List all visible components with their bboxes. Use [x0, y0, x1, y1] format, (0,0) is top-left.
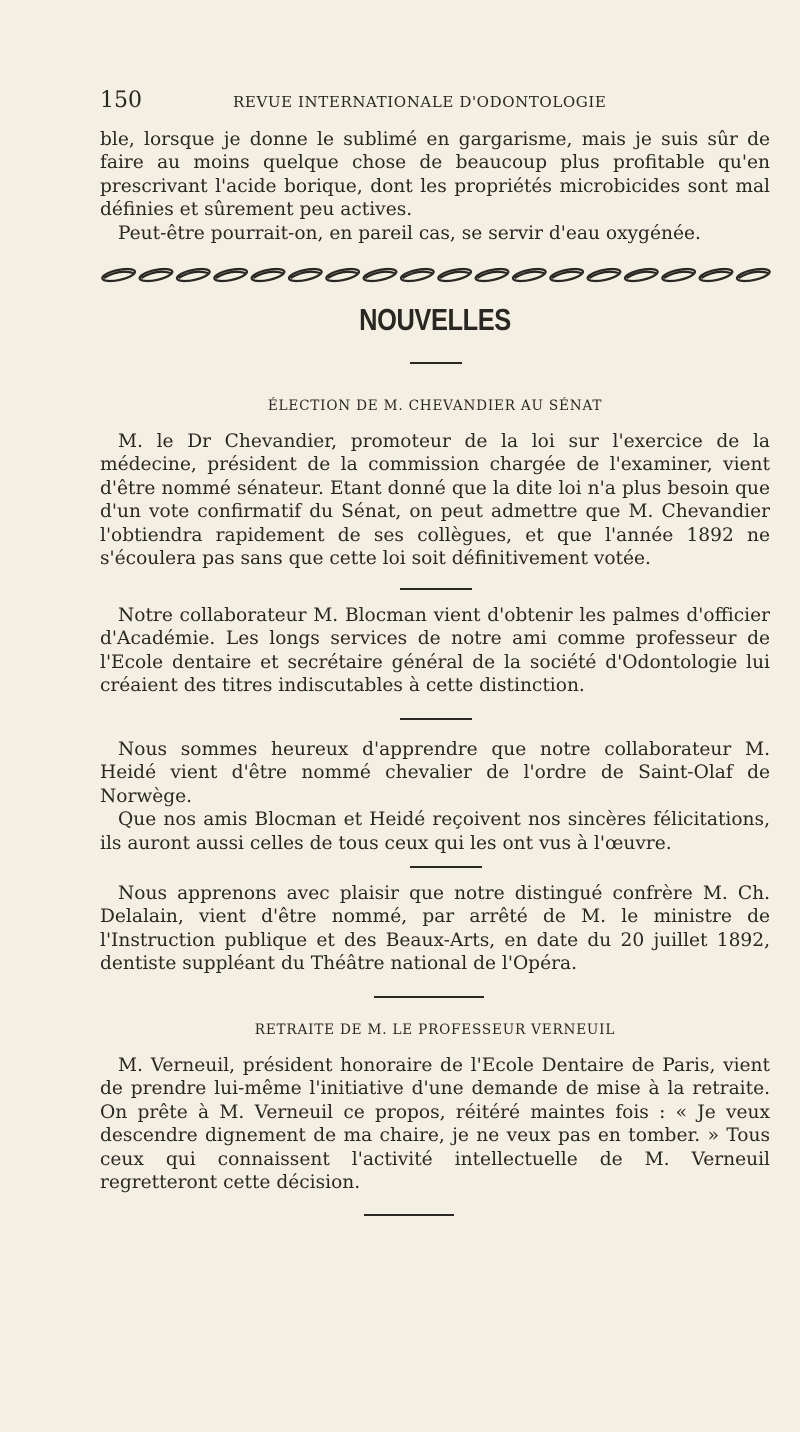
page-header [100, 88, 770, 118]
intro-paragraph: Peut-être pourrait-on, en pareil cas, se servir d'eau oxygénée. [118, 222, 701, 244]
page-number: 150 [100, 88, 142, 113]
delalain-paragraph: Nous apprenons avec plaisir que notre distingué confrère M. Ch. Delalain, vient d'être nommé, par arrêté de M. le ministre de l'Instruction publique et des Beaux-Arts, en date du 20 juillet 1892, dentiste suppléant du Théâtre national de l'Opéra. [100, 883, 770, 975]
election-heading: ÉLECTION DE M. CHEVANDIER AU SÉNAT [267, 398, 603, 414]
running-title: REVUE INTERNATIONALE D'ODONTOLOGIE [233, 93, 607, 111]
divider-rule [400, 588, 472, 590]
intro-paragraph: ble, lorsque je donne le sublimé en gargarisme, mais je suis sûr de faire au moins quelque chose de beaucoup plus profitable qu'en prescrivant l'acide borique, dont les propriétés microbicides sont mal définies et sûrement peu actives. [100, 129, 770, 221]
divider-rule [400, 718, 472, 720]
divider-rule [364, 1214, 454, 1216]
section-title: NOUVELLES [359, 302, 511, 337]
election-text [100, 430, 770, 570]
heide-paragraph: Nous sommes heureux d'apprendre que notre collaborateur M. Heidé vient d'être nommé chevalier de l'ordre de Saint-Olaf de Norwège. [100, 739, 770, 807]
delalain-text [100, 882, 770, 976]
verneuil-text [100, 1054, 770, 1194]
election-paragraph: M. le Dr Chevandier, promoteur de la loi sur l'exercice de la médecine, président de la commission chargée de l'examiner, vient d'être nommé sénateur. Etant donné que la dite loi n'a plus besoin que d'un vote confirmatif du Sénat, on peut admettre que M. Chevandier l'obtiendra rapidement de ses collègues, et que l'année 1892 ne s'écoulera pas sans que cette loi soit définitivement votée. [100, 431, 770, 570]
verneuil-heading: RETRAITE DE M. LE PROFESSEUR VERNEUIL [254, 1022, 616, 1038]
intro-text [100, 128, 770, 245]
chain-ornament [100, 266, 772, 284]
verneuil-paragraph: M. Verneuil, président honoraire de l'Ecole Dentaire de Paris, vient de prendre lui-même l'initiative d'une demande de mise à la retraite. On prête à M. Verneuil ce propos, réitéré maintes fois : « Je veux descendre dignement de ma chaire, je ne veux pas en tomber. » Tous ceux qui connaissent l'activité intellectuelle de M. Verneuil regretteront cette décision. [100, 1055, 770, 1194]
blocman-text [100, 604, 770, 698]
divider-rule [410, 362, 462, 364]
blocman-paragraph: Notre collaborateur M. Blocman vient d'obtenir les palmes d'officier d'Académie. Les longs services de notre ami comme professeur de l'Ecole dentaire et secrétaire général de la société d'Odontologie lui créaient des titres indiscutables à cette distinction. [100, 605, 770, 697]
heide-paragraph: Que nos amis Blocman et Heidé reçoivent nos sincères félicitations, ils auront aussi celles de tous ceux qui les ont vus à l'œuvre. [100, 809, 770, 854]
heide-text [100, 738, 770, 855]
divider-rule [374, 996, 484, 998]
divider-rule [410, 866, 482, 868]
